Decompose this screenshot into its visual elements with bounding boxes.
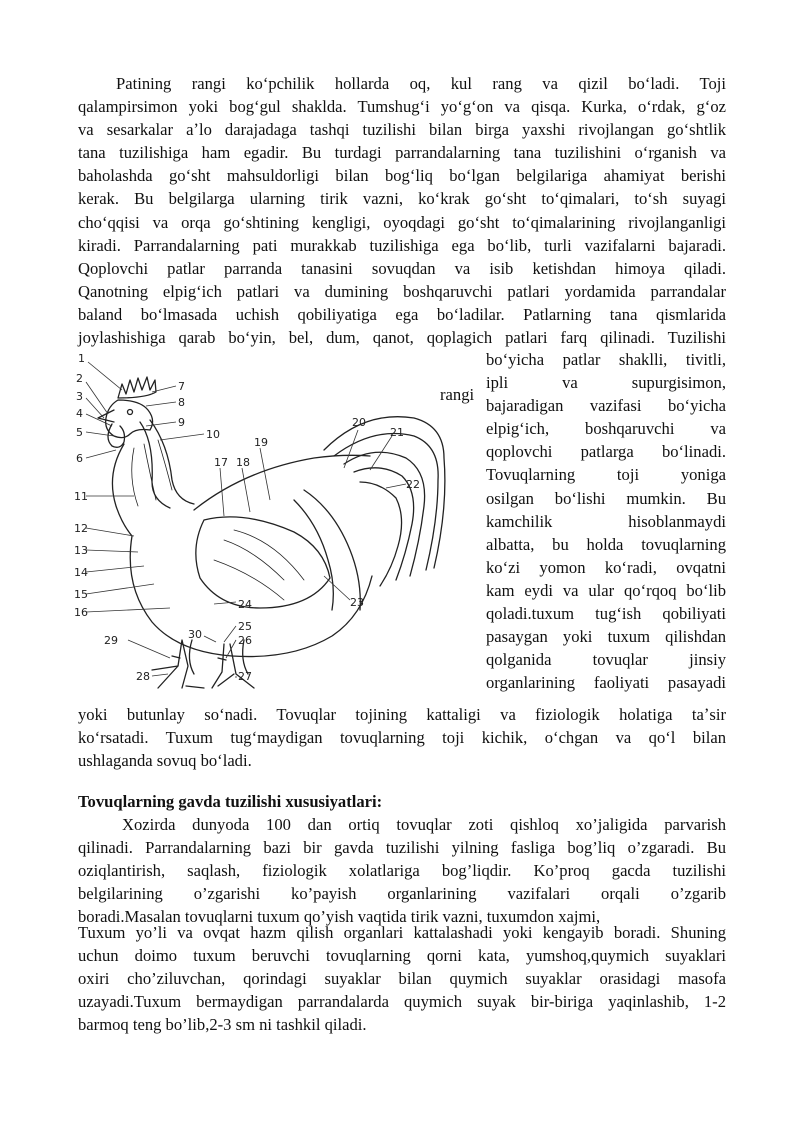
figure-label: 5 [76,426,83,439]
section-heading: Tovuqlarning gavda tuzilishi xususiyatlari: [78,792,383,811]
text-line: boradi.Masalan tovuqlarni tuxum qo’yish vaqtida tirik vazni, tuxumdon xajmi, [78,907,601,927]
figure-label: 15 [74,588,88,601]
paragraph-egg-laying [78,921,726,1036]
text-line: organlarining faoliyati pasayadi [486,673,726,693]
text-line: joylashishiga qarab boʻyin, bel, dum, qanot, qoplagich patlari farq qilinadi. Tuzilishi [78,328,726,348]
text-line: qalampirsimon yoki bogʻgul shaklda. Tumshugʻi yoʻgʻon va qisqa. Kurka, oʻrdak, gʻoz [78,97,726,117]
figure-label: 9 [178,416,185,429]
text-line: yoki butunlay soʻnadi. Tovuqlar tojining kattaligi va fiziologik holatiga taʼsir [78,705,726,724]
paragraph-intro [78,72,726,349]
figure-label: 22 [406,478,420,491]
figure-label: 18 [236,456,250,469]
text-line: baland boʻlmasada uchish qobiliyatiga ega boʻladilar. Patlarning tana qismlarida [78,304,726,324]
figure-label: 21 [390,426,404,439]
text-line: kerak. Bu belgilarga ularning tirik vazni, koʻkrak goʻsht toʻqimalari, toʻsh suyagi [78,189,726,209]
text-line: kam eydi va ular qoʻrqoq boʻlib [486,580,726,600]
text-line: bajaradigan vazifasi boʻyicha [486,396,726,416]
figure-label: 3 [76,390,83,403]
text-line: barmoq teng bo’lib,2-3 sm ni tashkil qiladi. [78,1015,367,1035]
text-line: Tovuqlarning toji yoniga [486,465,726,485]
text-line: kamchilik hisoblanmaydi [486,511,726,531]
text-line: Tuxum yo’li va ovqat hazm qilish organlari kattalashadi yoki kengayib boradi. Shuning [78,923,726,942]
text-line: qoladi.tuxum tugʻish qobiliyati [486,604,726,624]
text-line: Xozirda dunyoda 100 dan ortiq tovuqlar zoti qishloq xo’jaligida parvarish [122,815,726,834]
figure-label: 17 [214,456,228,469]
figure-label: 2 [76,372,83,385]
text-line: koʻzi yomon koʻradi, ovqatni [486,557,726,577]
figure-label: 6 [76,452,83,465]
rooster-anatomy-figure [74,340,484,690]
figure-label: 28 [136,670,150,683]
text-line: koʻrsatadi. Tuxum tugʻmaydigan tovuqlarning toji kichik, oʻchgan va qoʻl bilan [78,728,726,748]
text-line: qoplovchi patlarga boʻlinadi. [486,442,726,462]
figure-label: 19 [254,436,268,449]
text-line: elpigʻich, boshqaruvchi va [486,419,726,439]
text-line: Qoplovchi patlar parranda tanasini sovuqdan va isib ketishdan himoya qiladi. [78,258,726,278]
figure-label: 29 [104,634,118,647]
paragraph-intro-end [78,703,726,772]
figure-label: 7 [178,380,185,393]
figure-label: 1 [78,352,85,365]
figure-label: 13 [74,544,88,557]
text-line: oxiri cho’ziluvchan, qorindagi suyaklar bilan quymich suyaklar orasidagi masofa [78,969,726,989]
text-line: uchun doimo tuxum beruvchi tovuqlarning qorni kata, yumshoq,quymich suyaklari [78,946,726,966]
text-line: qolganida tovuqlar jinsiy [486,650,726,670]
figure-label: 24 [238,598,252,611]
figure-label: 20 [352,416,366,429]
figure-label: 11 [74,490,88,503]
side-column-text [486,348,726,694]
figure-label: 26 [238,634,252,647]
text-line: Qanotning elpigʻich patlari va dumining boshqaruvchi patlari yordamida parrandalar [78,281,726,301]
text-line: Patining rangi koʻpchilik hollarda oq, kul rang va qizil boʻladi. Toji [116,74,726,93]
figure-label: 12 [74,522,88,535]
text-line: choʻqqisi va orqa goʻshtining kengligi, oyoqdagi goʻsht toʻqimalarining rivojlanganligi [78,212,726,232]
figure-label: 16 [74,606,88,619]
text-line: baholashda goʻsht mahsuldorligi bilan bogʻliq boʻlgan belgilariga ahamiyat berishi [78,166,726,186]
stray-word: rangi [440,385,475,404]
text-line: osilgan boʻlishi mumkin. Bu [486,488,726,508]
text-line: pasaygan yoki tuxum qilishdan [486,627,726,647]
text-line: boʻyicha patlar shaklli, tivitli, [486,350,726,369]
figure-label: 4 [76,407,83,420]
paragraph-body-structure [78,813,726,928]
figure-label: 30 [188,628,202,641]
text-line: oziqlantirish, saqlash, fiziologik xolatlariga bog’liqdir. Ko’proq gacda tuzilishi [78,861,726,881]
figure-label: 8 [178,396,185,409]
text-line: kiradi. Parrandalarning pati murakkab tuzilishiga ega boʻlib, turli vazifalarni bajaradi. [78,235,726,255]
figure-label: 14 [74,566,88,579]
text-line: belgilarining o’zgarishi ko’payish organlarining vazifalari orqali o’zgarib [78,884,726,904]
text-line: ipli va supurgisimon, [486,373,726,393]
figure-label: 10 [206,428,220,441]
rooster-illustration [74,340,484,690]
figure-label: 27 [238,670,252,683]
text-line: tana tuzilishiga ham egadir. Bu turdagi parrandalarning tana tuzilishini oʻrganish va [78,143,726,163]
text-line: albatta, bu holda tovuqlarning [486,534,726,554]
text-line: uzayadi.Tuxum bermaydigan parrandalarda quymich suyak bir-biriga yaqinlashib, 1-2 [78,992,726,1012]
text-line: va sesarkalar aʼlo darajadaga tashqi tuzilishi bilan birga yaxshi rivojlangan goʻshtlik [78,120,726,140]
figure-label: 23 [350,596,364,609]
text-line: qilinadi. Parrandalarning bazi bir gavda tuzilishi yilning fasliga bog’liq o’zgaradi. Bu [78,838,726,858]
figure-label: 25 [238,620,252,633]
text-line: ushlaganda sovuq boʻladi. [78,751,252,771]
